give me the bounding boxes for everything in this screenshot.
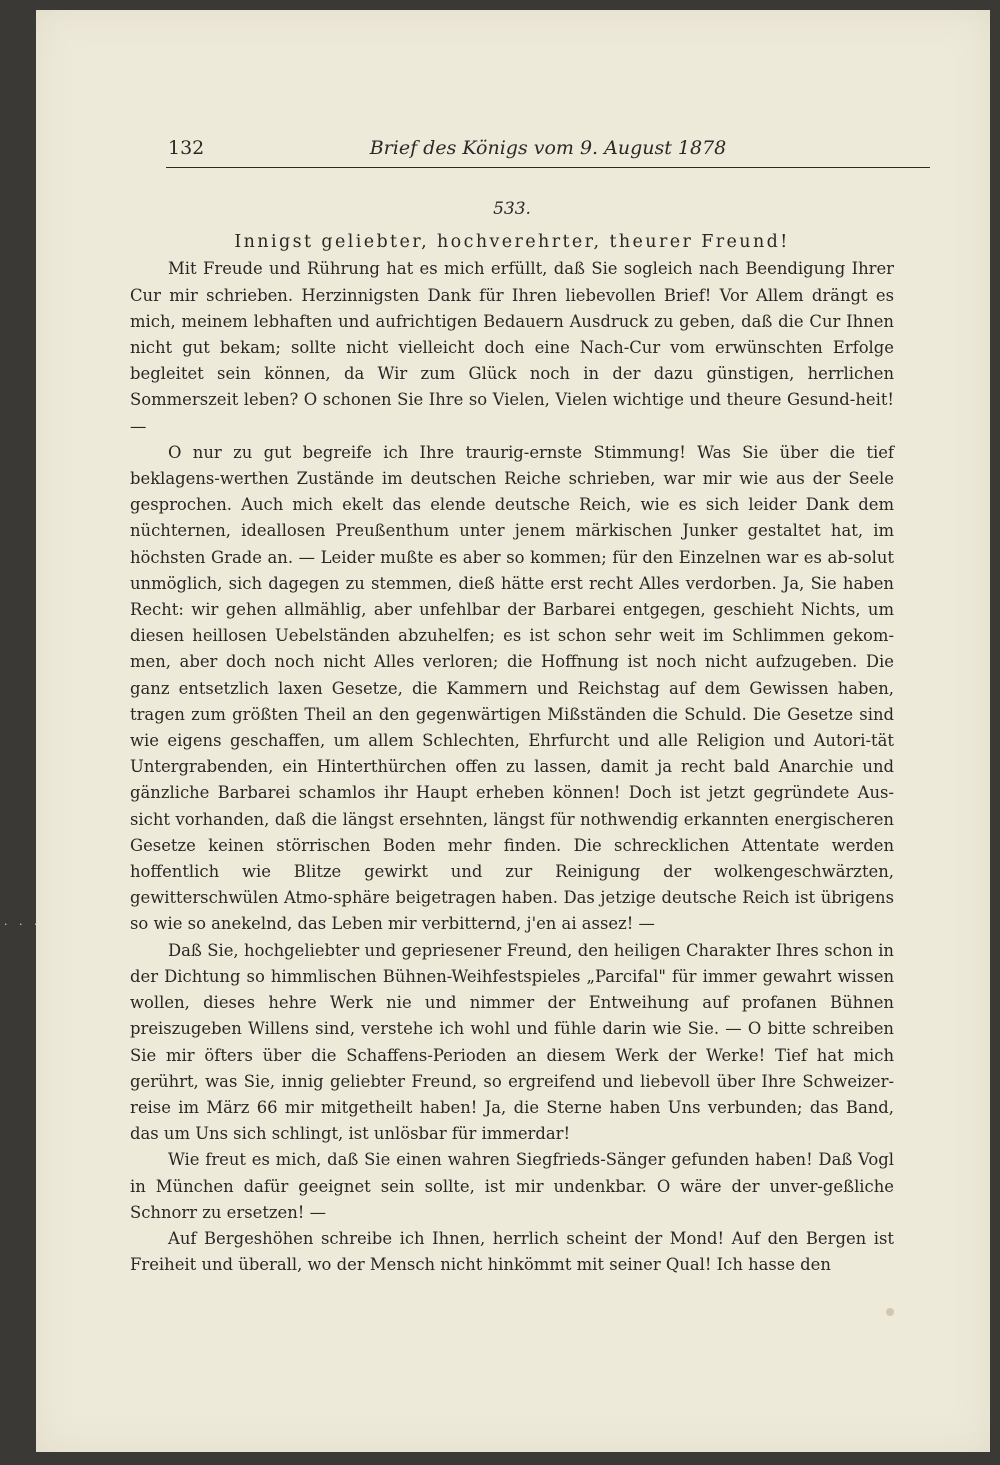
paragraph-1: Mit Freude und Rührung hat es mich erfüllt, daß Sie sogleich nach Beendigung Ihrer Cur mir schrieben. Herzinnigsten Dank für Ihren liebevollen Brief! Vor Allem drängt es mich, meinem lebhaften und aufrichtigen Bedauern Ausdruck zu geben, daß die Cur Ihnen nicht gut bekam; sollte nicht vielleicht doch eine Nach-Cur vom erwünschten Erfolge begleitet sein können, da Wir zum Glück noch in der dazu günstigen, herrlichen Sommerszeit leben? O schonen Sie Ihre so Vielen, Vielen wichtige und theure Gesund-heit! — [130,259,894,436]
salutation: Innigst geliebter, hochverehrter, theurer Freund! [234,232,790,253]
stain-mark [886,1308,894,1316]
page-number: 132 [168,137,205,159]
page-header [166,133,930,168]
running-title: Brief des Königs vom 9. August 1878 [369,137,727,159]
paragraph-4: Wie freut es mich, daß Sie einen wahren Siegfrieds-Sänger gefunden haben! Daß Vogl in München dafür geeignet sein sollte, ist mir undenkbar. O wäre der unver-geßliche Schnorr zu ersetzen! — [130,1150,894,1222]
edge-marks: · · · [4,918,42,931]
letter-body [130,196,894,1278]
paragraph-3: Daß Sie, hochgeliebter und gepriesener Freund, den heiligen Charakter Ihres schon in der Dichtung so himmlischen Bühnen-Weihfestspieles „Parcifal" für immer gewahrt wissen wollen, dieses hehre Werk nie und nimmer der Entweihung auf profanen Bühnen preiszugeben Willens sind, verstehe ich wohl und fühle darin wie Sie. — O bitte schreiben Sie mir öfters über die Schaffens-Perioden an diesem Werk der Werke! Tief hat mich gerührt, was Sie, innig geliebter Freund, so ergreifend und liebevoll über Ihre Schweizer-reise im März 66 mir mitgetheilt haben! Ja, die Sterne haben Uns verbunden; das Band, das um Uns sich schlingt, ist unlösbar für immerdar! [130,940,894,1144]
paragraph-2: O nur zu gut begreife ich Ihre traurig-ernste Stimmung! Was Sie über die tief beklagens-werthen Zustände im deutschen Reiche schrieben, war mir wie aus der Seele gesprochen. Auch mich ekelt das elende deutsche Reich, wie es sich leider Dank dem nüchternen, ideallosen Preußenthum unter jenem märkischen Junker gestaltet hat, im höchsten Grade an. — Leider mußte es aber so kommen; für den Einzelnen war es ab-solut unmöglich, sich dagegen zu stemmen, dieß hätte erst recht Alles verdorben. Ja, Sie haben Recht: wir gehen allmählig, aber unfehlbar der Barbarei entgegen, geschieht Nichts, um diesen heillosen Uebelständen abzuhelfen; es ist schon sehr weit im Schlimmen gekom-men, aber doch noch nicht Alles verloren; die Hoffnung ist noch nicht aufzugeben. Die ganz entsetzlich laxen Gesetze, die Kammern und Reichstag auf dem Gewissen haben, tragen zum größten Theil an den gegenwärtigen Mißständen die Schuld. Die Gesetze sind wie eigens geschaffen, um allem Schlechten, Ehrfurcht und alle Religion und Autori-tät Untergrabenden, ein Hinterthürchen offen zu lassen, damit ja recht bald Anarchie und gänzliche Barbarei schamlos ihr Haupt erheben können! Doch ist jetzt gegründete Aus-sicht vorhanden, daß die längst ersehnten, längst für nothwendig erkannten energischeren Gesetze keinen störrischen Boden mehr finden. Die schrecklichen Attentate werden hoffentlich wie Blitze gewirkt und zur Reinigung der wolkengeschwärzten, gewitterschwülen Atmo-sphäre beigetragen haben. Das jetzige deutsche Reich ist übrigens so wie so anekelnd, das Leben mir verbitternd, j'en ai assez! — [130,442,894,934]
letter-number: 533. [493,199,531,219]
paragraph-5: Auf Bergeshöhen schreibe ich Ihnen, herrlich scheint der Mond! Auf den Bergen ist Freiheit und überall, wo der Mensch nicht hinkömmt mit seiner Qual! Ich hasse den [130,1228,894,1275]
